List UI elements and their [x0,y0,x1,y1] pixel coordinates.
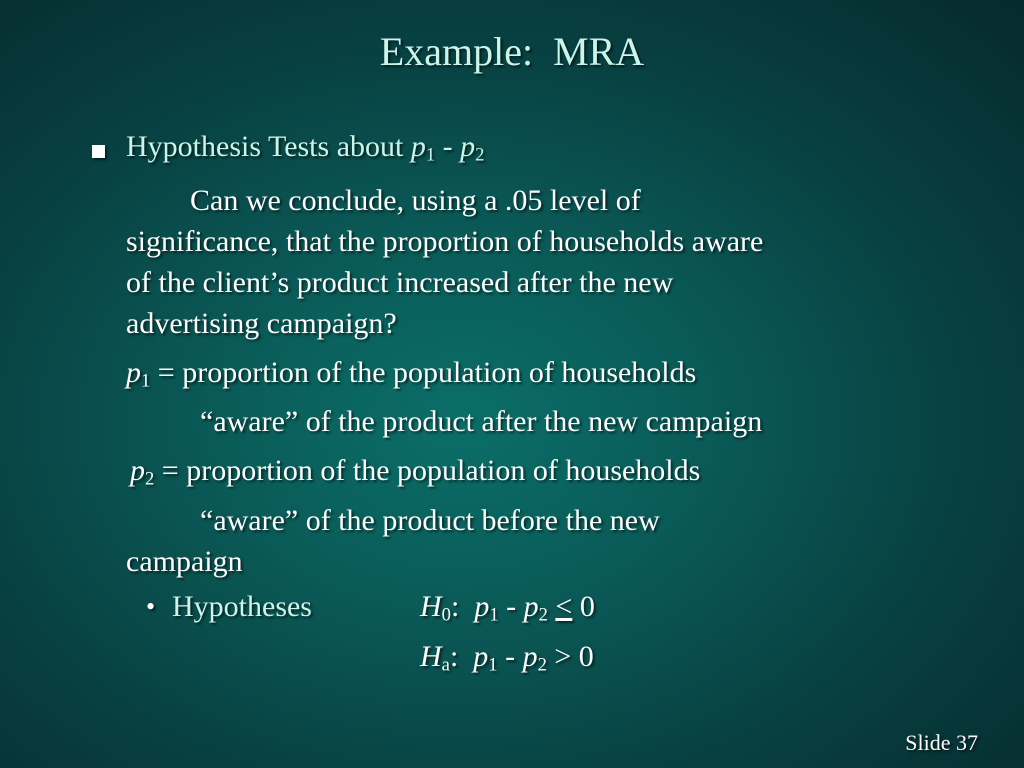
ha-colon: : [449,640,474,673]
h0-minus: - [498,590,524,623]
question-line-1: Can we conclude, using a .05 level of [190,184,641,217]
slide-title: Example: MRA [379,29,645,74]
h0-operator: < [555,590,573,623]
h0-rhs: 0 [572,590,595,623]
ha-minus: - [497,640,523,673]
h0-p2: p [523,590,539,623]
heading-minus: - [435,130,461,163]
p1-definition-line-2: “aware” of the product after the new campaign [200,405,763,438]
heading-p1: p [410,130,426,163]
p1-var: p [126,356,141,389]
ha-p1: p [473,640,489,673]
slide-number: Slide 37 [905,730,978,755]
heading-text: Hypothesis Tests about [126,130,411,163]
heading-p2: p [460,130,476,163]
ha-sub: a [441,654,450,676]
null-hypothesis [420,590,595,624]
heading-sub1: 1 [425,144,436,166]
p2-definition-line-2: “aware” of the product before the new [200,504,660,537]
ha-operator: > 0 [554,640,594,673]
p1-definition-line-1 [126,352,696,393]
question-line-3: of the client’s product increased after the new [126,266,674,299]
p2-sub: 2 [145,468,155,490]
question-line-4: advertising campaign? [126,307,397,340]
alternative-hypothesis [420,640,594,674]
ha-symbol: H [420,640,442,673]
h0-colon: : [450,590,475,623]
section-heading [126,130,484,164]
h0-symbol: H [420,590,442,623]
h0-sub: 0 [441,604,451,626]
p2-text: = proportion of the population of households [154,454,701,487]
p1-sub: 1 [141,370,151,392]
ha-p2-sub: 2 [537,654,547,676]
h0-p1-sub: 1 [489,604,499,626]
square-bullet-icon [92,145,105,158]
question-line-2: significance, that the proportion of households aware [126,225,764,258]
ha-p2: p [522,640,538,673]
h0-p1: p [474,590,490,623]
h0-p2-sub: 2 [538,604,548,626]
p2-definition-line-3: campaign [126,545,243,578]
ha-p1-sub: 1 [488,654,498,676]
p1-text: = proportion of the population of households [150,356,697,389]
dot-bullet-icon: • [146,592,156,621]
heading-sub2: 2 [475,144,485,166]
p2-definition-line-1 [130,450,700,491]
hypotheses-label: Hypotheses [172,590,312,623]
p2-var: p [130,454,145,487]
